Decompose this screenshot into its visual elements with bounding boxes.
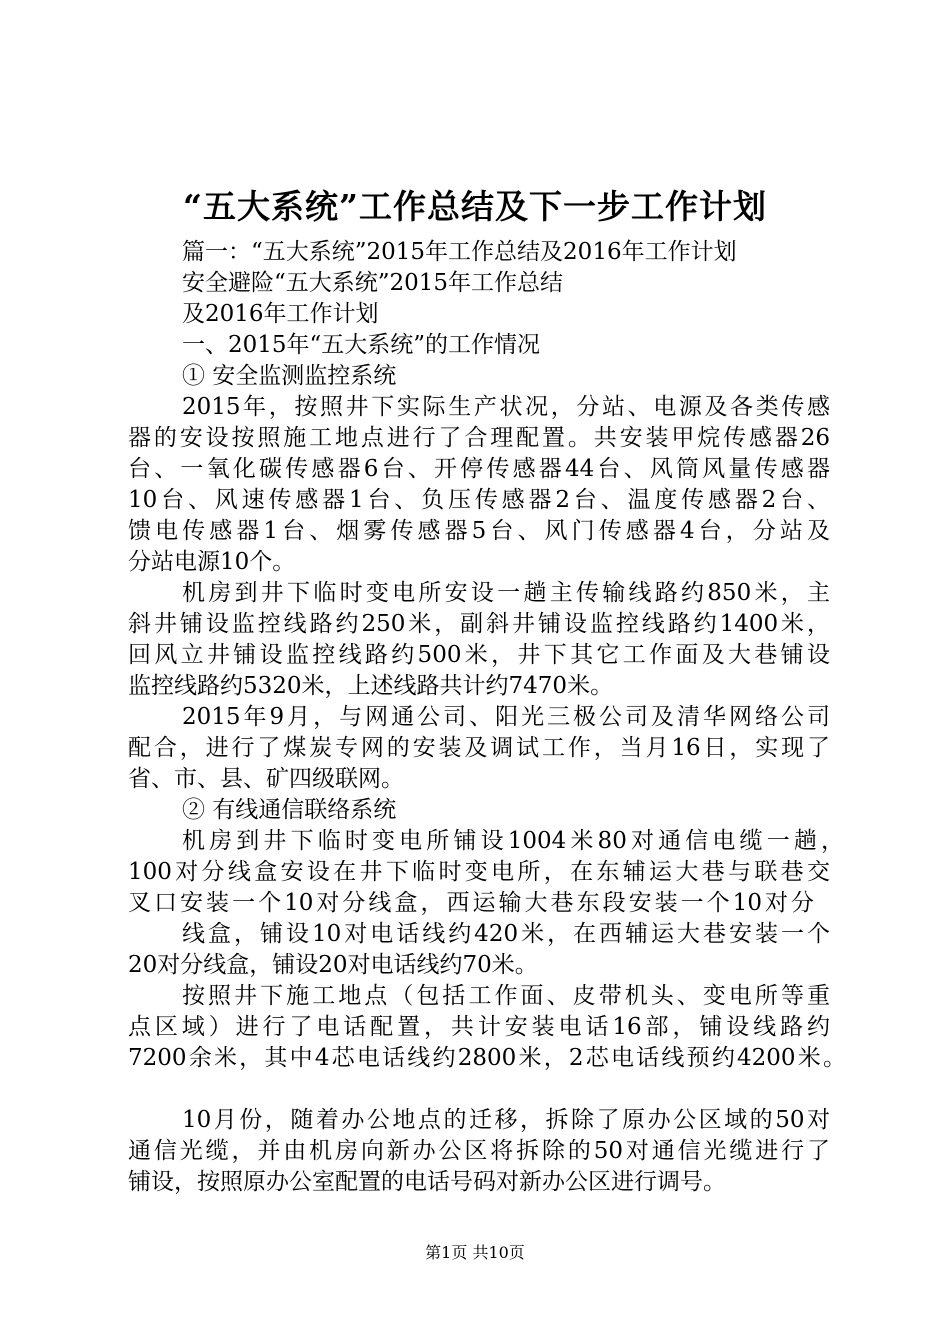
text-line: 按照井下施工地点（包括工作面、皮带机头、变电所等重 [182, 983, 830, 1009]
text-line: 配合，进行了煤炭专网的安装及调试工作，当月16日，实现了 [128, 735, 830, 761]
text-line: 铺设，按照原办公室配置的电话号码对新办公区进行调号。 [128, 1169, 726, 1195]
text-line: 监控线路约5320米，上述线路共计约7470米。 [128, 673, 614, 699]
text-line: 省、市、县、矿四级联网。 [128, 766, 404, 792]
subsection-heading: ② 有线通信联络系统 [182, 797, 397, 823]
text-line: 机房到井下临时变电所铺设1004米80对通信电缆一趟， [182, 828, 844, 854]
text-line: 及2016年工作计划 [182, 301, 379, 327]
text-line: 10台、风速传感器1台、负压传感器2台、温度传感器2台、 [128, 487, 830, 513]
text-line: 100对分线盒安设在井下临时变电所，在东辅运大巷与联巷交 [128, 859, 830, 885]
subsection-heading: ① 安全监测监控系统 [182, 363, 397, 389]
document-title: “五大系统”工作总结及下一步工作计划 [183, 187, 767, 226]
text-line: 斜井铺设监控线路约250米，副斜井铺设监控线路约1400米， [128, 611, 830, 637]
text-line: 回风立井铺设监控线路约500米，井下其它工作面及大巷铺设 [128, 642, 830, 668]
text-line: 2015年，按照井下实际生产状况，分站、电源及各类传感 [182, 394, 830, 420]
text-line: 分站电源10个。 [128, 549, 296, 575]
text-line: 7200余米，其中4芯电话线约2800米，2芯电话线预约4200米。 [128, 1045, 846, 1071]
text-line: 台、一氧化碳传感器6台、开停传感器44台、风筒风量传感器 [128, 456, 830, 482]
section-heading: 一、2015年“五大系统”的工作情况 [182, 332, 541, 358]
text-line: 篇一：“五大系统”2015年工作总结及2016年工作计划 [182, 239, 737, 265]
text-line: 叉口安装一个10对分线盒，西运输大巷东段安装一个10对分 [128, 890, 814, 916]
page-footer: 第1页 共10页 [425, 1243, 525, 1262]
text-line: 安全避险“五大系统”2015年工作总结 [182, 270, 564, 296]
text-line: 馈电传感器1台、烟雾传感器5台、风门传感器4台，分站及 [128, 518, 830, 544]
text-line: 机房到井下临时变电所安设一趟主传输线路约850米，主 [182, 580, 830, 606]
text-line: 10月份，随着办公地点的迁移，拆除了原办公区域的50对 [182, 1107, 830, 1133]
text-line: 通信光缆，并由机房向新办公区将拆除的50对通信光缆进行了 [128, 1138, 830, 1164]
text-line: 线盒，铺设10对电话线约420米，在西辅运大巷安装一个 [182, 921, 830, 947]
text-line: 20对分线盒，铺设20对电话线约70米。 [128, 952, 538, 978]
text-line: 点区域）进行了电话配置，共计安装电话16部，铺设线路约 [128, 1014, 830, 1040]
text-line: 2015年9月，与网通公司、阳光三极公司及清华网络公司 [182, 704, 830, 730]
text-line: 器的安设按照施工地点进行了合理配置。共安装甲烷传感器26 [128, 425, 830, 451]
